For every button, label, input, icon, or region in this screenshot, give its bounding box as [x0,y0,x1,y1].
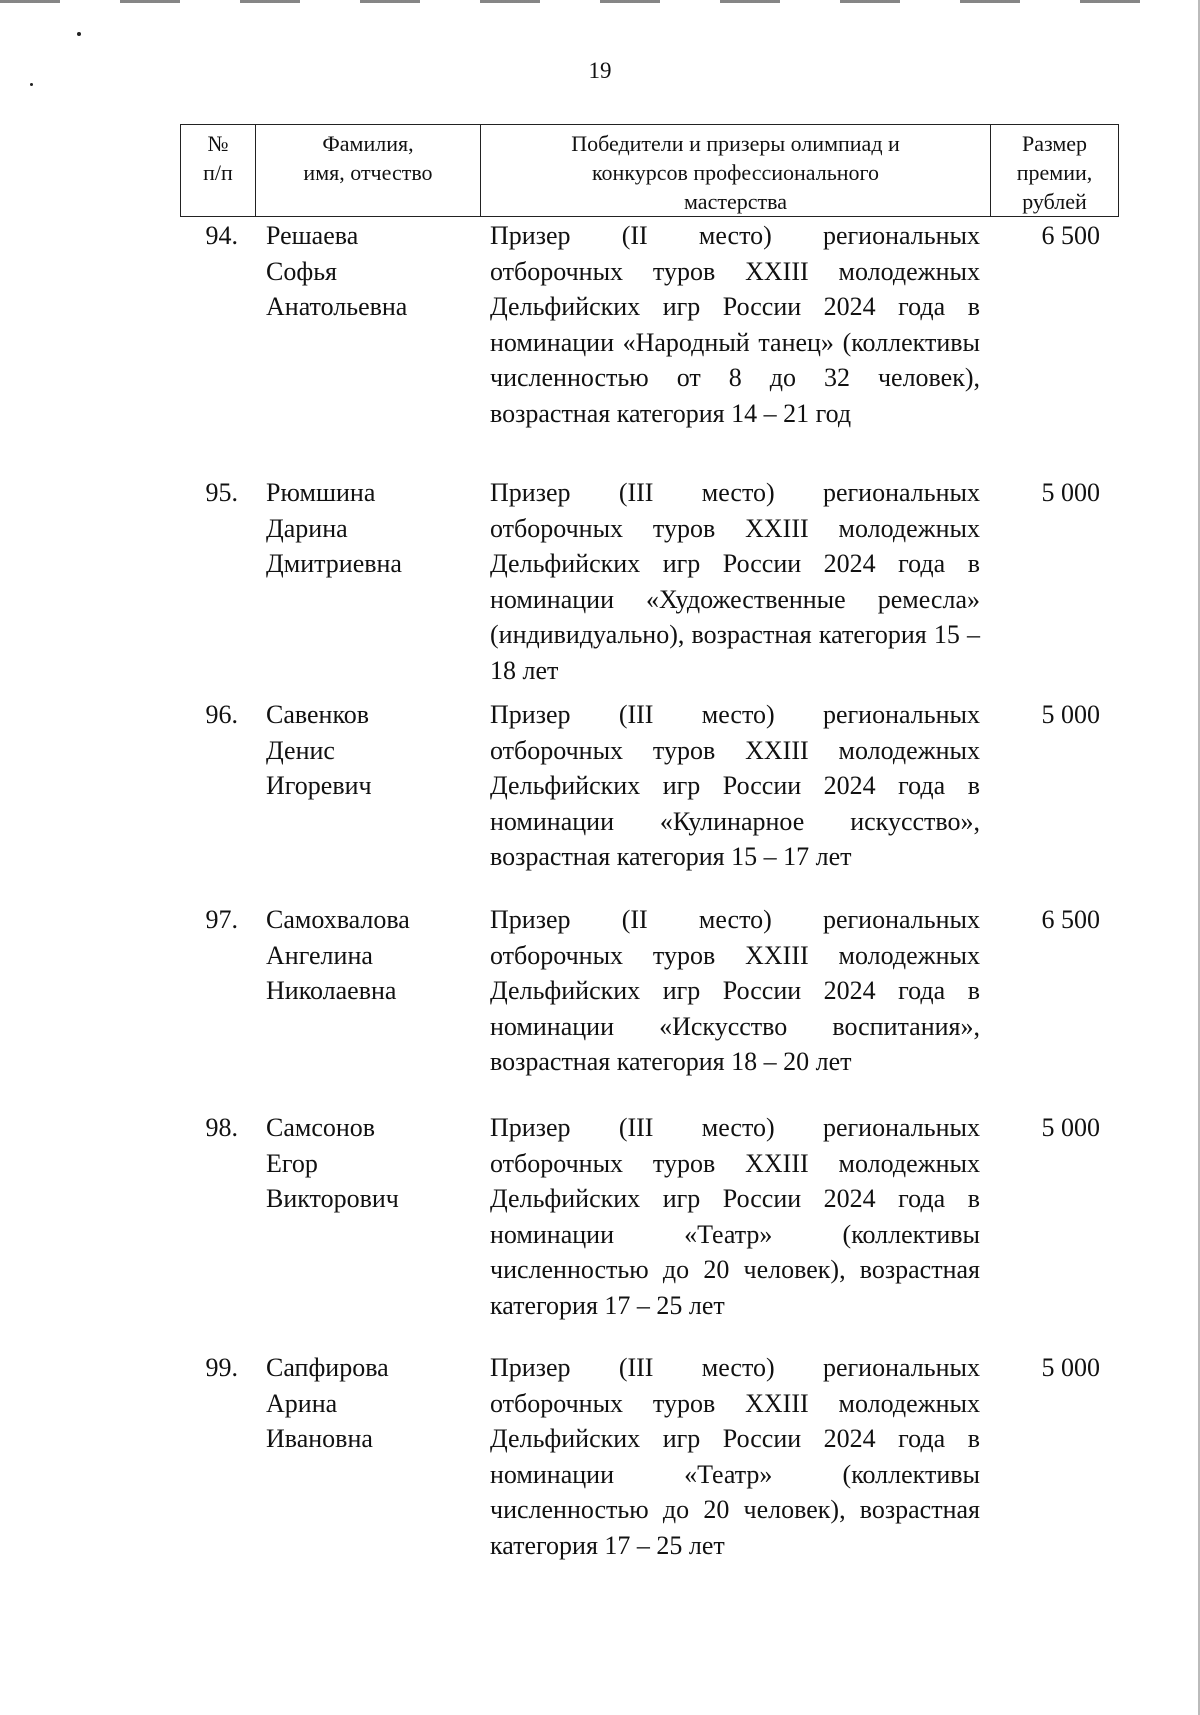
scan-edge-top [0,0,1200,3]
surname: Сапфирова [266,1353,389,1382]
row-description: Призер (III место) региональных отборочных туров XXIII молодежных Дельфийских игр России 2024 года в номинации «Кулинарное искусство», возрастная категория 15 – 17 лет [490,700,980,871]
row-prize: 5 000 [1041,1353,1100,1382]
row-full-name [266,902,486,1009]
row-full-name [266,475,486,582]
row-prize: 6 500 [1041,221,1100,250]
row-number: 99. [205,1353,238,1382]
row-description: Призер (III место) региональных отборочных туров XXIII молодежных Дельфийских игр России 2024 года в номинации «Художественные ремесла» (индивидуально), возрастная категория 15 – 18 лет [490,478,980,685]
header-num [181,125,255,216]
patronymic: Анатольевна [266,292,408,321]
header-description-line: мастерства [684,189,787,214]
header-description-line: Победители и призеры олимпиад и [571,131,900,156]
surname: Самохвалова [266,905,410,934]
header-name-line: Фамилия, [322,131,414,156]
patronymic: Николаевна [266,976,397,1005]
header-prize-line: рублей [1022,189,1087,214]
row-full-name [266,218,486,325]
surname: Самсонов [266,1113,376,1142]
table-header [180,124,1119,217]
row-description: Призер (II место) региональных отборочных туров XXIII молодежных Дельфийских игр России 2024 года в номинации «Народный танец» (коллективы численностью от 8 до 32 человек), возрастная категория 14 – 21 год [490,221,980,428]
first-name: Егор [266,1148,318,1178]
row-full-name [266,697,486,804]
row-prize: 5 000 [1041,1113,1100,1142]
row-number: 96. [205,700,238,729]
patronymic: Дмитриевна [266,549,402,578]
header-prize-line: Размер [1021,131,1088,156]
first-name: Ангелина [266,940,373,970]
header-prize-line: премии, [1016,160,1093,185]
first-name: Арина [266,1388,338,1418]
scan-speck [77,32,81,36]
patronymic: Викторович [266,1184,399,1213]
first-name: Дарина [266,513,348,543]
patronymic: Игоревич [266,771,372,800]
first-name: Денис [266,735,335,765]
header-num-line: п/п [203,160,233,185]
row-description: Призер (III место) региональных отборочных туров XXIII молодежных Дельфийских игр России 2024 года в номинации «Театр» (коллективы численностью до 20 человек), возрастная категория 17 – 25 лет [490,1353,980,1560]
patronymic: Ивановна [266,1424,373,1453]
row-description: Призер (II место) региональных отборочных туров XXIII молодежных Дельфийских игр России 2024 года в номинации «Искусство воспитания», возрастная категория 18 – 20 лет [490,905,980,1076]
row-prize: 6 500 [1041,905,1100,934]
row-number: 94. [205,221,238,250]
surname: Решаева [266,221,359,250]
row-prize: 5 000 [1041,478,1100,507]
row-number: 97. [205,905,238,934]
surname: Савенков [266,700,370,729]
row-prize: 5 000 [1041,700,1100,729]
header-name-line: имя, отчество [303,160,433,185]
row-full-name [266,1110,486,1217]
header-name [255,125,480,216]
header-description [480,125,990,216]
first-name: Софья [266,256,338,286]
row-full-name [266,1350,486,1457]
row-number: 95. [205,478,238,507]
page-number: 19 [588,58,612,83]
row-number: 98. [205,1113,238,1142]
surname: Рюмшина [266,478,376,507]
header-prize [990,125,1118,216]
header-num-line: № [207,131,229,156]
header-description-line: конкурсов профессионального [591,160,879,185]
row-description: Призер (III место) региональных отборочных туров XXIII молодежных Дельфийских игр России 2024 года в номинации «Театр» (коллективы численностью до 20 человек), возрастная категория 17 – 25 лет [490,1113,980,1320]
